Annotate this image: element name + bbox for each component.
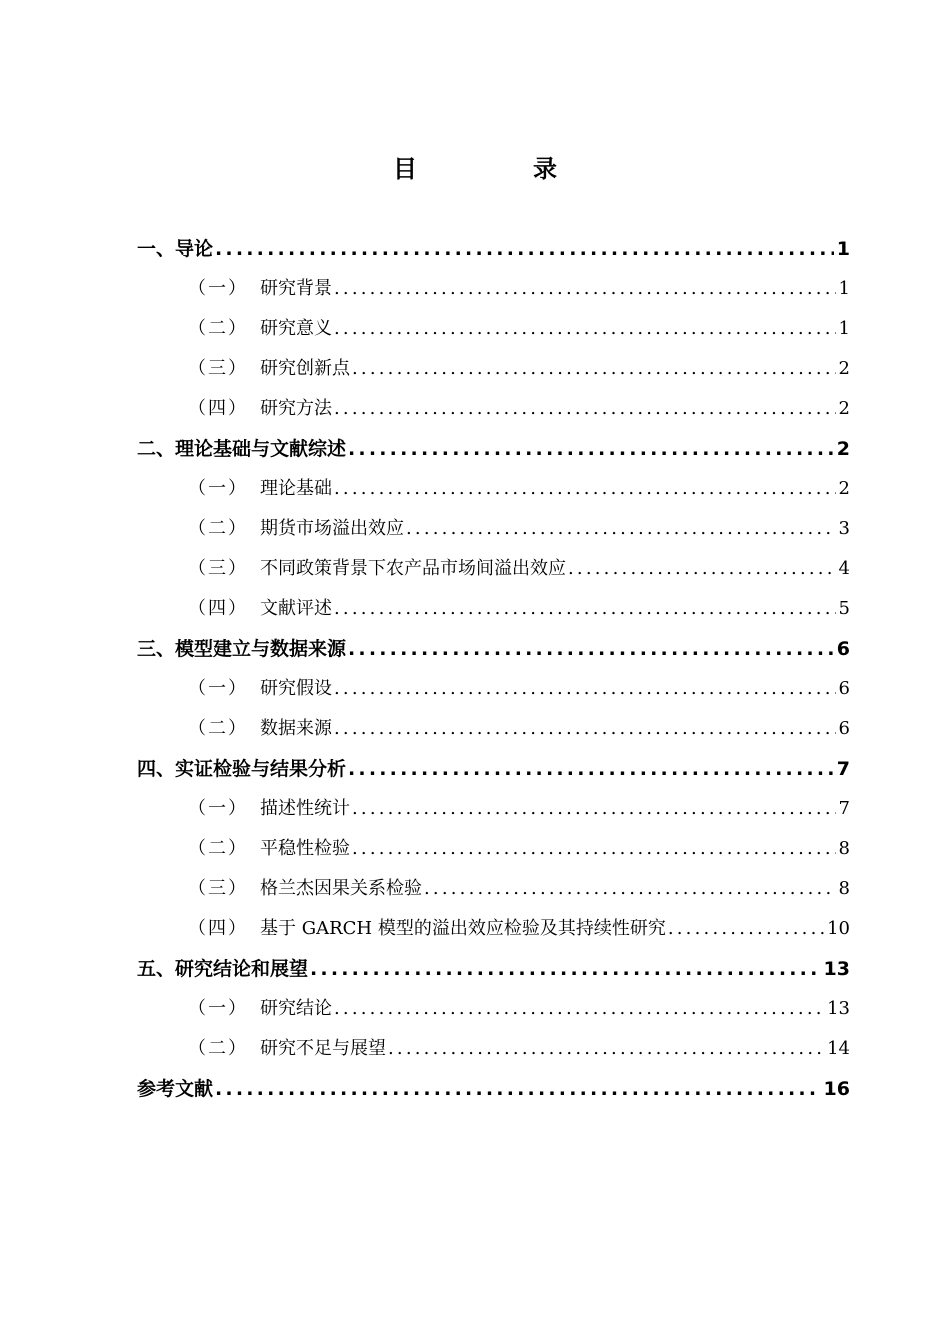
toc-entry[interactable] [137,749,850,789]
toc-entry-number: （四） [188,398,248,419]
toc-entry[interactable] [137,549,850,589]
toc-page-number: 6 [836,638,850,660]
toc-dot-leader [568,549,836,589]
toc-dot-leader [348,749,834,789]
toc-entry-title: 五、研究结论和展望 [137,958,309,980]
toc-entry[interactable] [137,589,850,629]
toc-entry-title: 数据来源 [260,718,332,739]
toc-page-number: 6 [838,718,850,739]
toc-entry-title: 研究背景 [260,278,332,299]
toc-entry-title: 一、导论 [137,238,214,260]
toc-dot-leader [352,829,836,869]
toc-entry-number: （二） [188,718,248,739]
toc-entry-number: （三） [188,358,248,379]
toc-page-number: 6 [838,678,850,699]
toc-entry-title: 期货市场溢出效应 [260,518,404,539]
toc-dot-leader [334,589,836,629]
toc-entry[interactable] [137,429,850,469]
toc-page-number: 4 [838,558,850,579]
toc-entry[interactable] [137,989,850,1029]
toc-page-number: 7 [838,798,850,819]
toc-page-number: 7 [836,758,850,780]
toc-entry-number: （一） [188,278,248,299]
toc-entry[interactable] [137,669,850,709]
toc-entry[interactable] [137,349,850,389]
toc-page-number: 8 [838,878,850,899]
toc-dot-leader [334,389,836,429]
toc-dot-leader [388,1029,824,1069]
toc-entry[interactable] [137,829,850,869]
toc-entry[interactable] [137,229,850,269]
toc-page-number: 2 [838,358,850,379]
toc-dot-leader [334,989,824,1029]
toc-page-number: 16 [823,1078,850,1100]
toc-page-number: 1 [838,318,850,339]
toc-dot-leader [215,1069,821,1109]
toc-page-number: 13 [823,958,850,980]
toc-page-number: 1 [838,278,850,299]
toc-entry-title: 研究结论 [260,998,332,1019]
toc-entry-title: 基于 GARCH 模型的溢出效应检验及其持续性研究 [260,918,666,939]
toc-dot-leader [668,909,824,949]
toc-entry[interactable] [137,389,850,429]
toc-page-number: 14 [827,1038,850,1059]
toc-entry[interactable] [137,909,850,949]
toc-entry[interactable] [137,869,850,909]
toc-entry[interactable] [137,1069,850,1109]
toc-dot-leader [424,869,836,909]
toc-entry[interactable] [137,1029,850,1069]
toc-entry-title: 研究不足与展望 [260,1038,386,1059]
toc-entry[interactable] [137,949,850,989]
toc-entry-number: （二） [188,1038,248,1059]
toc-entry-number: （一） [188,798,248,819]
toc-entry-number: （四） [188,598,248,619]
toc-page-number: 10 [827,918,850,939]
toc-dot-leader [334,269,836,309]
toc-entry[interactable] [137,509,850,549]
toc-dot-leader [352,789,836,829]
toc-entry-title: 三、模型建立与数据来源 [137,638,347,660]
toc-entry-title: 描述性统计 [260,798,350,819]
toc-entry-title: 研究意义 [260,318,332,339]
toc-entry-title: 研究方法 [260,398,332,419]
toc-dot-leader [334,469,836,509]
toc-page-number: 2 [838,398,850,419]
toc-entry[interactable] [137,269,850,309]
toc-dot-leader [215,229,834,269]
toc-dot-leader [348,629,834,669]
toc-entry[interactable] [137,629,850,669]
toc-page-number: 8 [838,838,850,859]
toc-page-number: 3 [838,518,850,539]
toc-dot-leader [334,669,836,709]
toc-entry-number: （二） [188,518,248,539]
toc-entry[interactable] [137,789,850,829]
toc-entry-number: （四） [188,918,248,939]
toc-entry-title: 参考文献 [137,1078,214,1100]
toc-dot-leader [334,709,836,749]
toc-dot-leader [310,949,821,989]
toc-entry-title: 不同政策背景下农产品市场间溢出效应 [260,558,566,579]
toc-entry-title: 四、实证检验与结果分析 [137,758,347,780]
toc-dot-leader [406,509,836,549]
toc-entry-title: 格兰杰因果关系检验 [260,878,422,899]
toc-entry-number: （三） [188,878,248,899]
toc-page-number: 13 [827,998,850,1019]
toc-entry-number: （三） [188,558,248,579]
toc-entry-title: 文献评述 [260,598,332,619]
toc-dot-leader [348,429,834,469]
toc-entry-number: （一） [188,998,248,1019]
table-of-contents [137,229,850,1109]
toc-dot-leader [334,309,836,349]
toc-entry[interactable] [137,469,850,509]
toc-page-number: 5 [838,598,850,619]
toc-page-number: 2 [836,438,850,460]
toc-entry-number: （一） [188,478,248,499]
toc-entry-title: 研究创新点 [260,358,350,379]
toc-entry-title: 研究假设 [260,678,332,699]
toc-page-number: 2 [838,478,850,499]
toc-dot-leader [352,349,836,389]
toc-entry-number: （二） [188,318,248,339]
toc-entry-title: 理论基础 [260,478,332,499]
toc-entry-number: （二） [188,838,248,859]
toc-entry-title: 二、理论基础与文献综述 [137,438,347,460]
toc-entry[interactable] [137,309,850,349]
toc-entry[interactable] [137,709,850,749]
toc-entry-number: （一） [188,678,248,699]
page-title: 目 录 [393,155,603,183]
toc-page-number: 1 [836,238,850,260]
toc-entry-title: 平稳性检验 [260,838,350,859]
